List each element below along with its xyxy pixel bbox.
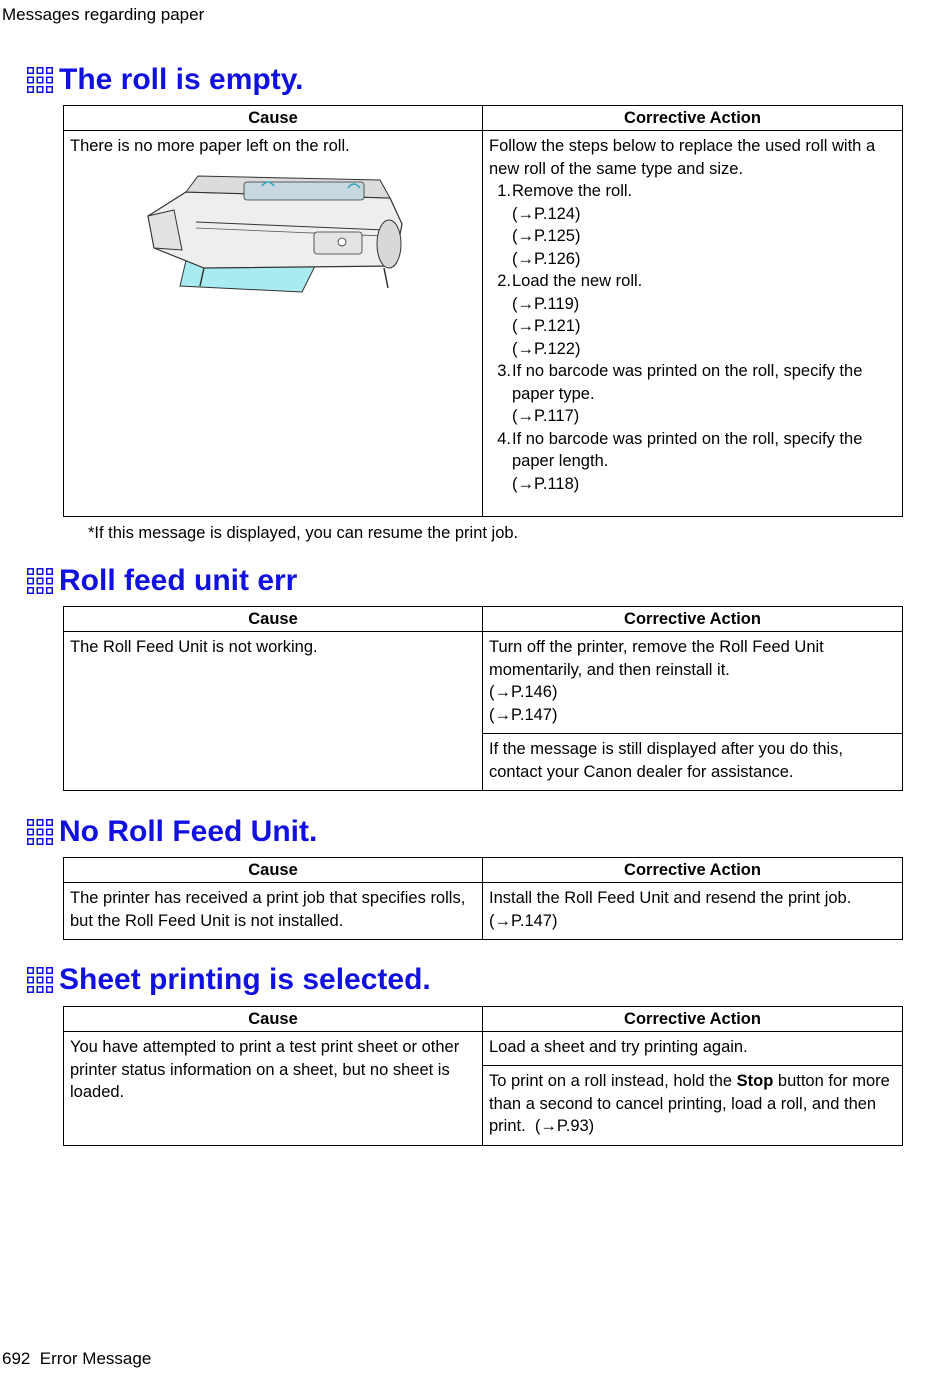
action-header: Corrective Action	[483, 1007, 903, 1032]
sheet-printing-table	[63, 1006, 903, 1146]
printer-illustration	[144, 164, 406, 294]
action-cell: If the message is still displayed after you do this, contact your Canon dealer for assistance.	[483, 734, 903, 791]
page-reference-link[interactable]: (→P.126)	[512, 249, 581, 268]
page-reference-link[interactable]: (→P.147)	[489, 911, 558, 930]
grid-icon	[27, 568, 53, 594]
page-reference-link[interactable]: (→P.125)	[512, 227, 581, 245]
page-reference-link[interactable]: (→P.119)	[512, 294, 580, 313]
section-title-roll-feed-err	[27, 561, 297, 601]
list-item	[489, 180, 896, 270]
page-reference-link[interactable]: (→P.122)	[512, 339, 581, 358]
page-reference-link[interactable]: (→P.124)	[512, 204, 581, 223]
list-item	[489, 270, 896, 360]
table-header-row	[64, 1007, 903, 1032]
action-cell	[483, 131, 903, 517]
cause-text: There is no more paper left on the roll.	[70, 137, 350, 155]
action-intro: Follow the steps below to replace the used roll with a new roll of the same type and size.	[489, 137, 876, 178]
step-text: If no barcode was printed on the roll, specify the paper length.	[512, 429, 863, 470]
cause-header: Cause	[64, 1007, 483, 1032]
grid-icon	[27, 967, 53, 993]
action-text: To print on a roll instead, hold the	[489, 1072, 737, 1090]
section-title-sheet-printing	[27, 960, 431, 1000]
cause-cell: You have attempted to print a test print sheet or other printer status information on a sheet, but no sheet is loaded.	[64, 1032, 483, 1146]
step-number: 1.	[497, 182, 511, 200]
action-header: Corrective Action	[483, 106, 903, 131]
table-header-row	[64, 607, 903, 632]
grid-icon	[27, 67, 53, 93]
action-cell: Load a sheet and try printing again.	[483, 1032, 903, 1066]
table-row	[64, 131, 903, 517]
step-number: 4.	[497, 429, 511, 448]
section-title-text: No Roll Feed Unit.	[59, 815, 318, 848]
table-row	[64, 883, 903, 940]
list-item	[489, 428, 896, 496]
cause-cell: The printer has received a print job that specifies rolls, but the Roll Feed Unit is not installed.	[64, 883, 483, 940]
cause-header: Cause	[64, 858, 483, 883]
action-header: Corrective Action	[483, 607, 903, 632]
cause-header: Cause	[64, 607, 483, 632]
page-reference-link[interactable]: (→P.118)	[512, 474, 580, 493]
action-cell	[483, 1066, 903, 1146]
roll-empty-table	[63, 105, 903, 517]
page-footer: 692 Error Message	[2, 1349, 152, 1368]
page-reference-link[interactable]: (→P.147)	[489, 705, 558, 724]
table-row	[64, 632, 903, 734]
page-reference-link[interactable]: (→P.93)	[534, 1117, 595, 1135]
action-header: Corrective Action	[483, 858, 903, 883]
section-title-no-roll-feed	[27, 812, 317, 852]
table-header-row	[64, 858, 903, 883]
table-row	[64, 1032, 903, 1066]
step-text: Remove the roll.	[512, 182, 633, 200]
page-reference-link[interactable]: (→P.121)	[512, 317, 581, 335]
section-title-roll-empty	[27, 60, 304, 100]
roll-feed-err-table	[63, 606, 903, 791]
cause-header: Cause	[64, 106, 483, 131]
section-title-text: Sheet printing is selected.	[59, 963, 431, 996]
action-cell	[483, 883, 903, 940]
stop-button-label: Stop	[736, 1072, 774, 1090]
step-number: 2.	[497, 272, 511, 290]
step-text: Load the new roll.	[512, 272, 643, 290]
no-roll-feed-table	[63, 857, 903, 940]
action-text: Turn off the printer, remove the Roll Feed Unit momentarily, and then reinstall it.	[489, 638, 824, 679]
resume-note: *If this message is displayed, you can resume the print job.	[88, 524, 519, 542]
grid-icon	[27, 819, 53, 845]
cause-cell	[64, 131, 483, 517]
section-title-text: The roll is empty.	[59, 63, 304, 96]
step-number: 3.	[497, 362, 511, 380]
running-head: Messages regarding paper	[2, 5, 205, 24]
table-header-row	[64, 106, 903, 131]
cause-cell: The Roll Feed Unit is not working.	[64, 632, 483, 791]
page-reference-link[interactable]: (→P.146)	[489, 683, 558, 701]
list-item	[489, 360, 896, 428]
step-list	[489, 180, 896, 495]
action-cell	[483, 632, 903, 734]
page-reference-link[interactable]: (→P.117)	[512, 407, 580, 425]
action-text: Install the Roll Feed Unit and resend the print job.	[489, 889, 852, 907]
section-title-text: Roll feed unit err	[59, 564, 298, 597]
action-text: button for more than a second to cancel printing, load a roll, and then print.	[489, 1072, 890, 1135]
step-text: If no barcode was printed on the roll, specify the paper type.	[512, 362, 863, 403]
